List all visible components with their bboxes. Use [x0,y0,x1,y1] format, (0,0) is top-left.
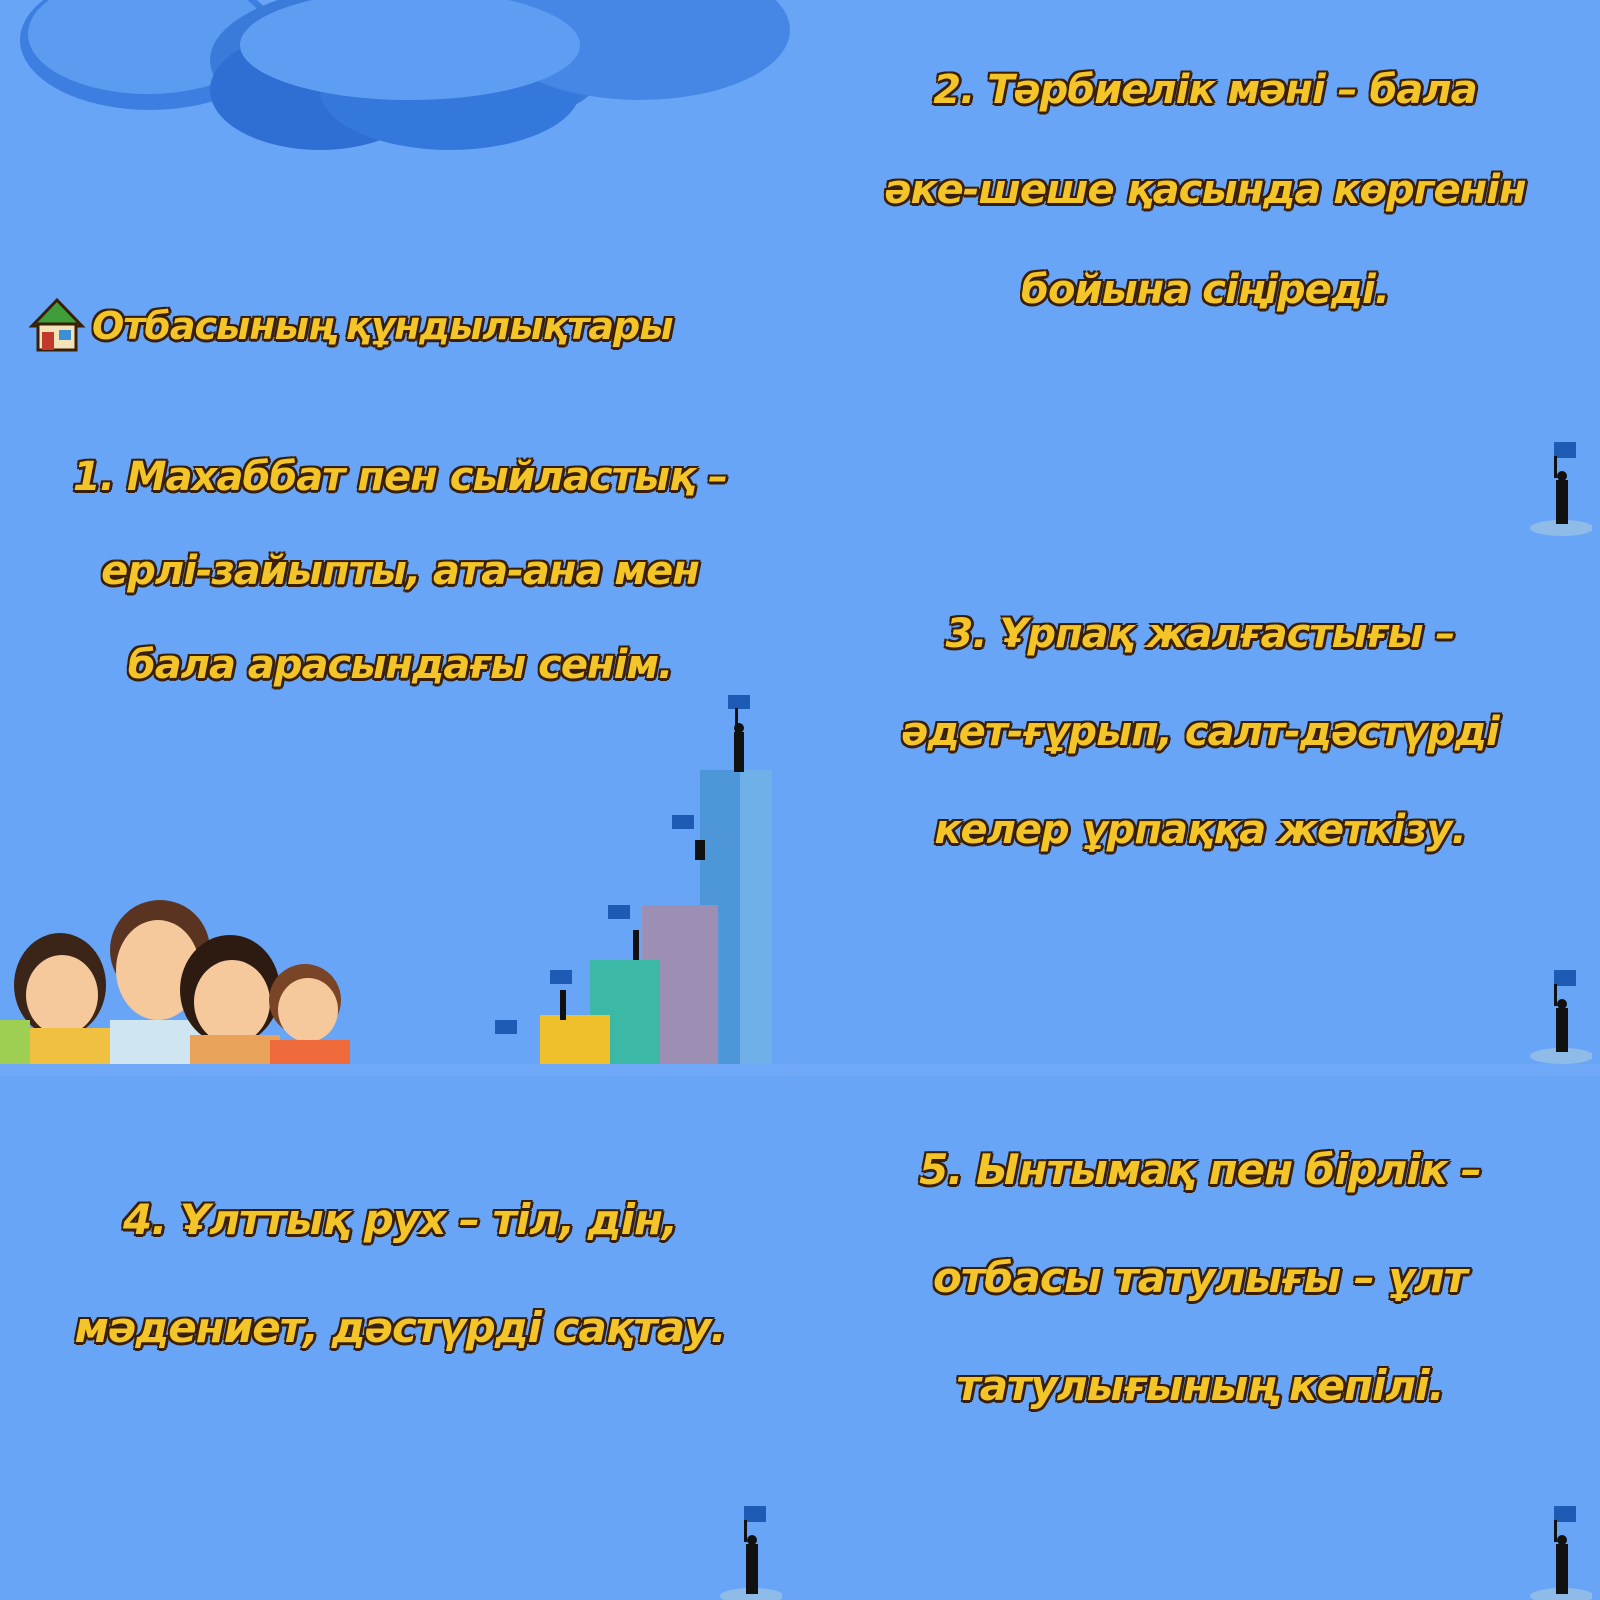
item-4-line-1: 4. Ұлттық рух – тіл, дін, [123,1195,677,1244]
item-3-line-1: 3. Ұрпақ жалғастығы – [945,611,1455,657]
item-5-line-1: 5. Ынтымақ пен бірлік – [919,1145,1481,1194]
item-1-text [20,430,780,712]
item-4-text [20,1166,780,1382]
slide-panel-1 [0,0,790,1064]
family-illustration [0,890,400,1064]
item-1-line-1: 1. Махаббат пен сыйластық – [72,454,728,500]
item-2-text [810,40,1600,340]
person-with-flag-icon [1522,1500,1592,1600]
slide-panel-3 [0,1076,790,1600]
panel-divider [0,1064,1600,1076]
item-5-text [820,1116,1580,1440]
item-5-line-2: отбасы татулығы – ұлт [932,1253,1468,1302]
slide-panel-4 [800,1076,1600,1600]
climbing-towers-illustration [490,690,790,1064]
item-3-text [820,585,1580,879]
item-3-line-2: әдет-ғұрып, салт-дәстүрді [901,709,1499,755]
item-1-line-2: ерлі-зайыпты, ата-ана мен [101,548,699,594]
item-2-line-3: бойына сіңіреді. [1021,267,1389,313]
item-4-line-2: мәдениет, дәстүрді сақтау. [74,1303,726,1352]
item-3-line-3: келер ұрпаққа жеткізу. [934,807,1466,853]
item-1-line-3: бала арасындағы сенім. [127,642,673,688]
item-2-line-2: әке-шеше қасында көргенін [884,167,1526,213]
person-with-flag-icon [1522,436,1592,536]
person-with-flag-icon [1522,964,1592,1064]
person-with-flag-icon [712,1500,782,1600]
slide-panel-2 [800,0,1600,1064]
house-icon [28,296,86,356]
item-5-line-3: татулығының кепілі. [956,1361,1444,1410]
cloud-icon [20,0,790,150]
heading-text: Отбасының құндылықтары [92,304,673,348]
page-title [28,296,788,356]
item-2-line-1: 2. Тәрбиелік мәні – бала [933,67,1477,113]
